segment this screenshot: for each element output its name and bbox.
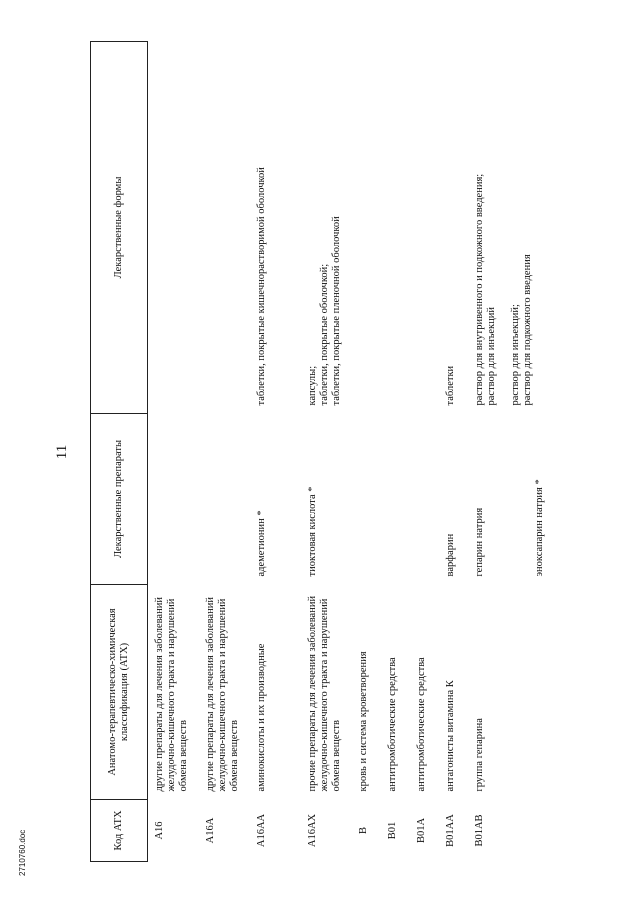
dosage-form-line: раствор для подкожного введения bbox=[522, 254, 533, 406]
atc-description: антитромботические средства bbox=[416, 657, 427, 792]
dosage-form-line: раствор для внутривенного и подкожного введения; bbox=[474, 173, 485, 406]
dosage-form bbox=[474, 42, 546, 414]
drug-name bbox=[358, 414, 387, 585]
atc-description: другие препараты для лечения заболеваний желудочно-кишечного тракта и нарушений обмена веществ bbox=[154, 597, 189, 792]
drug-name-line: гепарин натрия bbox=[474, 507, 485, 577]
drug-name bbox=[387, 414, 416, 585]
table-row bbox=[148, 42, 206, 862]
atc-code: A16A bbox=[205, 817, 216, 844]
table-row bbox=[307, 42, 358, 862]
header-atc-classification: Анатомо-терапевтическо-химическая классификация (АТХ) bbox=[91, 585, 148, 800]
atc-description: другие препараты для лечения заболеваний желудочно-кишечного тракта и нарушений обмена веществ bbox=[205, 597, 240, 792]
dosage-form-line: раствор для инъекций; bbox=[510, 304, 521, 406]
drug-name bbox=[205, 414, 256, 585]
dosage-form-line: таблетки, покрытые оболочкой; bbox=[319, 263, 330, 406]
rotated-page bbox=[50, 42, 610, 862]
atc-description: антитромботические средства bbox=[387, 657, 398, 792]
table-row bbox=[256, 42, 307, 862]
atc-drug-table bbox=[90, 41, 546, 862]
atc-code: B01A bbox=[416, 817, 427, 844]
atc-code: A16AA bbox=[256, 813, 267, 848]
atc-code: A16 bbox=[154, 821, 165, 840]
drug-name bbox=[416, 414, 445, 585]
atc-description: аминокислоты и их производные bbox=[256, 643, 267, 792]
drug-name: адеметионин * bbox=[256, 510, 267, 577]
header-drugs: Лекарственные препараты bbox=[91, 414, 148, 585]
drug-name-line: эноксапарин натрия * bbox=[534, 479, 545, 577]
atc-code: B01AB bbox=[474, 814, 485, 847]
dosage-form-line: раствор для инъекций bbox=[486, 307, 497, 406]
atc-description: группа гепарина bbox=[474, 718, 485, 792]
table-row bbox=[205, 42, 256, 862]
atc-description: антагонисты витамина К bbox=[445, 680, 456, 792]
drug-name: тиоктовая кислота * bbox=[307, 486, 318, 577]
dosage-form bbox=[416, 42, 445, 414]
table-row bbox=[387, 42, 416, 862]
table-row bbox=[445, 42, 474, 862]
atc-description: кровь и система кроветворения bbox=[358, 651, 369, 792]
atc-code: B bbox=[358, 827, 369, 835]
atc-description: прочие препараты для лечения заболеваний желудочно-кишечного тракта и нарушений обмена веществ bbox=[307, 595, 342, 792]
drug-name bbox=[148, 414, 206, 585]
page-number: 11 bbox=[54, 444, 70, 460]
dosage-form-line: таблетки, покрытые пленочной оболочкой bbox=[331, 216, 342, 406]
dosage-form bbox=[387, 42, 416, 414]
document-filename: 2710760.doc bbox=[18, 829, 27, 876]
header-code: Код АТХ bbox=[91, 800, 148, 862]
table-row bbox=[416, 42, 445, 862]
dosage-form bbox=[307, 42, 358, 414]
table-row bbox=[358, 42, 387, 862]
dosage-form bbox=[148, 42, 206, 414]
drug-name bbox=[474, 414, 546, 585]
dosage-form bbox=[205, 42, 256, 414]
dosage-form: таблетки, покрытые кишечнорастворимой оболочкой bbox=[256, 167, 267, 406]
atc-code: B01AA bbox=[445, 814, 456, 847]
dosage-form: таблетки bbox=[445, 365, 456, 406]
atc-code: A16AX bbox=[307, 813, 318, 848]
header-dosage-forms: Лекарственные формы bbox=[91, 42, 148, 414]
table-row bbox=[474, 42, 546, 862]
table-header-row bbox=[91, 42, 148, 862]
dosage-form-line: капсулы; bbox=[307, 365, 318, 406]
atc-code: B01 bbox=[387, 821, 398, 840]
drug-name: варфарин bbox=[445, 533, 456, 577]
dosage-form bbox=[358, 42, 387, 414]
